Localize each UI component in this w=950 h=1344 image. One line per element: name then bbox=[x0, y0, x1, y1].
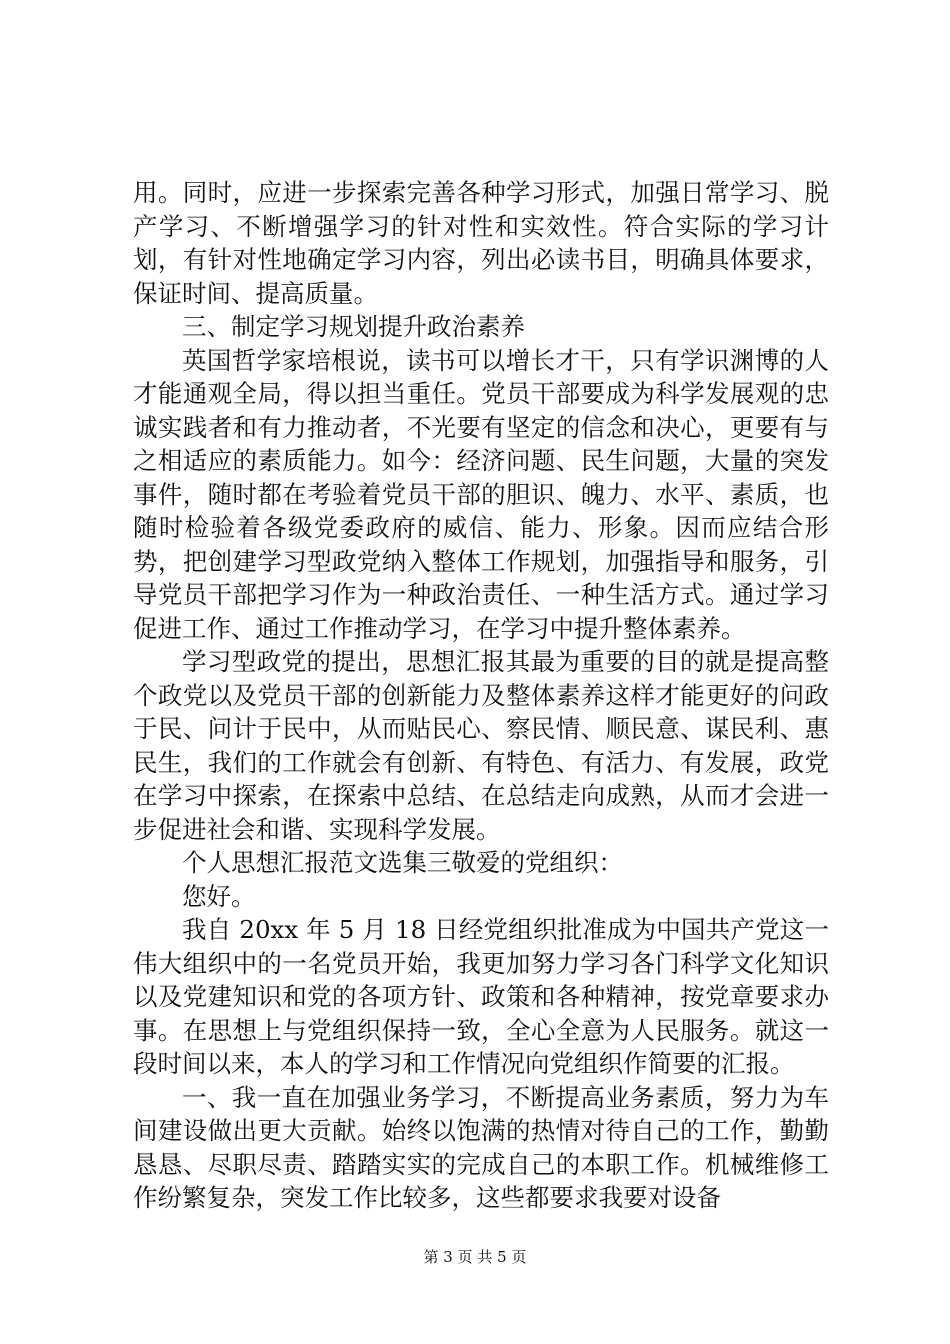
report-title-salutation: 个人思想汇报范文选集三敬爱的党组织： bbox=[182, 848, 623, 877]
greeting: 您好。 bbox=[182, 881, 256, 911]
section-heading-three: 三、制定学习规划提升政治素养 bbox=[182, 312, 525, 341]
paragraph-membership: 我自 20xx 年 5 月 18 日经党组织批准成为中国共产党这一伟大组织中的一名党员开始，我更加努力学习各门科学文化知识以及党建知识和党的各项方针、政策和各种精神，按党章要求办事。在思想上与党组织保持一致，全心全意为人民服务。就这一段时间以来，本人的学习和工作情况向党组织作简要的汇报。 bbox=[133, 915, 829, 1078]
page-footer: 第 3 页 共 5 页 bbox=[423, 1248, 527, 1266]
paragraph-bacon-quote: 英国哲学家培根说，读书可以增长才干，只有学识渊博的人才能通观全局，得以担当重任。党员干部要成为科学发展观的忠诚实践者和有力推动者，不光要有坚定的信念和决心，更要有与之相适应的素质能力。如今：经济问题、民生问题，大量的突发事件，随时都在考验着党员干部的胆识、魄力、水平、素质，也随时检验着各级党委政府的威信、能力、形象。因而应结合形势，把创建学习型政党纳入整体工作规划，加强指导和服务，引导党员干部把学习作为一种政治责任、一种生活方式。通过学习促进工作、通过工作推动学习，在学习中提升整体素养。 bbox=[133, 345, 829, 643]
paragraph-learning-party: 学习型政党的提出，思想汇报其最为重要的目的就是提高整个政党以及党员干部的创新能力及整体素养这样才能更好的问政于民、问计于民中，从而贴民心、察民情、顺民意、谋民利、惠民生，我们的工作就会有创新、有特色、有活力、有发展，政党在学习中探索，在探索中总结、在总结走向成熟，从而才会进一步促进社会和谐、实现科学发展。 bbox=[133, 647, 829, 844]
document-body bbox=[133, 176, 829, 1215]
paragraph-work-study: 一、我一直在加强业务学习，不断提高业务素质，努力为车间建设做出更大贡献。始终以饱满的热情对待自己的工作，勤勤恳恳、尽职尽责、踏踏实实的完成自己的本职工作。机械维修工作纷繁复杂，突发工作比较多，这些都要求我要对设备 bbox=[133, 1082, 829, 1212]
paragraph-continuation: 用。同时，应进一步探索完善各种学习形式，加强日常学习、脱产学习、不断增强学习的针对性和实效性。符合实际的学习计划，有针对性地确定学习内容，列出必读书目，明确具体要求，保证时间、提高质量。 bbox=[133, 178, 829, 308]
